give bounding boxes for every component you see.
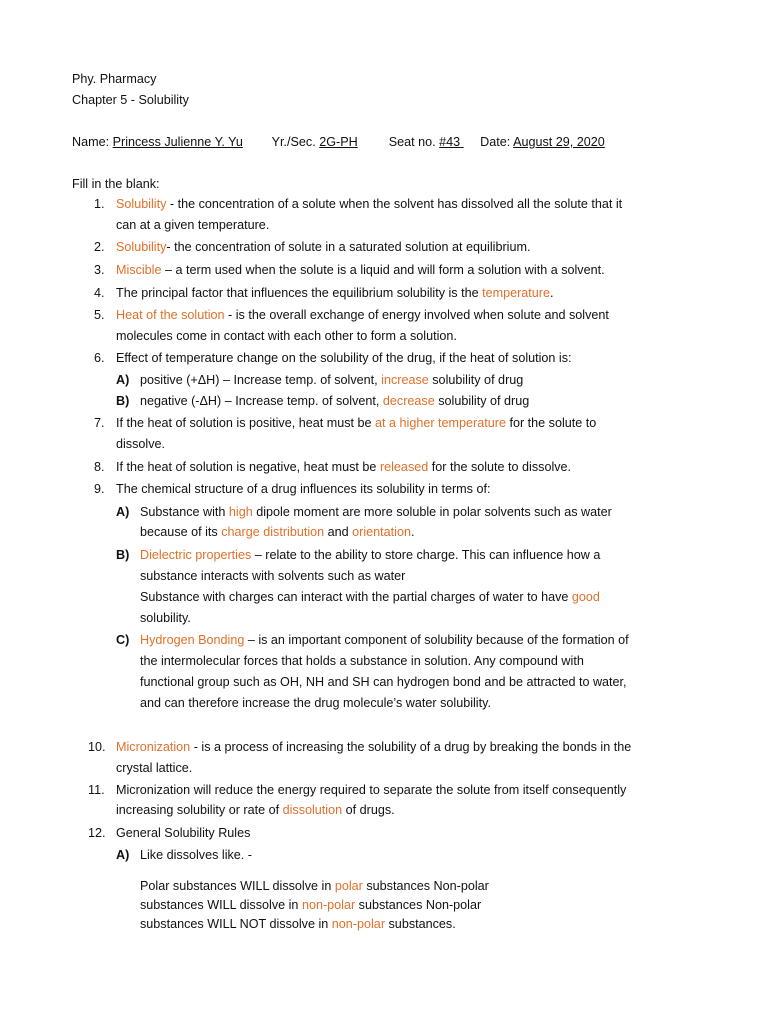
item-2-line [116,239,530,255]
item-9a-answer-orientation: orientation [352,525,411,539]
item-6b-letter: B) [116,394,130,408]
item-1-number: 1. [94,197,105,211]
item-11-number: 11. [88,783,105,797]
item-9c-line-4: and can therefore increase the drug molecule’s water solubility. [140,696,491,710]
rule-3-text: substances WILL NOT dissolve in [140,917,332,931]
rule-1-tail: substances Non-polar [362,879,489,893]
item-4-line [116,285,554,301]
item-6a-answer: increase [381,373,429,387]
item-4-answer: temperature [482,286,551,300]
item-11-l2-text: increasing solubility or rate of [116,803,283,817]
item-3-answer: Miscible [116,263,162,277]
item-7-line-1 [116,415,695,431]
item-5-line-2: molecules come in contact with each other to form a solution. [116,329,457,343]
item-4-period: . [550,286,554,300]
item-9c-line-2: the intermolecular forces that holds a substance in solution. Any compound with [140,654,584,668]
seat-value: #43 [439,135,461,149]
item-6b-answer: decrease [382,394,435,408]
item-8-text: If the heat of solution is negative, heat must be [116,460,380,474]
item-10-line-1 [116,739,695,755]
item-6a-letter: A) [116,373,130,387]
item-9-text: The chemical structure of a drug influences its solubility in terms of: [116,482,491,496]
item-4-text: The principal factor that influences the equilibrium solubility is the [116,286,483,300]
seat-label: Seat no. [388,135,436,149]
item-9b-answer-good: good [571,590,600,604]
item-12-number: 12. [88,826,106,840]
rule-line-1 [140,878,489,894]
item-8-tail: for the solute to dissolve. [428,460,572,474]
item-9b-line-3 [140,589,695,605]
item-9b-line-4: solubility. [140,611,191,625]
item-5-number: 5. [94,308,105,322]
item-11-l2-tail: of drugs. [342,803,395,817]
item-6a-text: positive (+ΔH) – Increase temp. of solvent, [140,373,382,387]
item-7-answer: at a higher temperature [375,416,506,430]
item-9a-l2-text: because of its [140,525,222,539]
item-10-number: 10. [88,740,106,754]
rule-1-text: Polar substances WILL dissolve in [140,879,335,893]
yrsec-value: 2G-PH [319,135,358,149]
name-label: Name: [72,135,110,149]
item-5-answer: Heat of the solution [116,308,225,322]
item-1-answer: Solubility [116,197,167,211]
rule-line-2 [140,897,481,913]
student-info-line [72,134,605,150]
item-1-text: - the concentration of a solute when the solvent has dissolved all the solute that it [166,197,623,211]
item-9c-answer: Hydrogen Bonding [140,633,245,647]
item-9b-letter: B) [116,548,130,562]
item-9b-l3-text: Substance with charges can interact with the partial charges of water to have [140,590,572,604]
item-6b-line [140,393,529,409]
item-9a-text: Substance with [140,505,229,519]
rule-2-tail: substances Non-polar [355,898,482,912]
item-9a-tail: dipole moment are more soluble in polar solvents such as water [252,505,612,519]
item-9c-letter: C) [116,633,130,647]
item-9a-letter: A) [116,505,130,519]
item-8-number: 8. [94,460,105,474]
item-11-line-2 [116,802,395,818]
item-12a-letter: A) [116,848,130,862]
item-1-line-2: can at a given temperature. [116,218,270,232]
item-9b-line-2: substance interacts with solvents such as water [140,569,406,583]
item-9a-l2-and: and [324,525,353,539]
item-6a-line [140,372,523,388]
item-9a-line-2 [140,524,414,540]
item-9a-answer-high: high [228,505,253,519]
item-6-number: 6. [94,351,105,365]
item-4-number: 4. [94,286,105,300]
item-9c-text: – is an important component of solubility because of the formation of [244,633,629,647]
item-11-line-1: Micronization will reduce the energy required to separate the solute from itself consequently [116,783,627,797]
item-8-answer: released [379,460,429,474]
rule-3-answer: non-polar [331,917,386,931]
item-7-number: 7. [94,416,105,430]
rule-1-answer: polar [334,879,363,893]
rule-line-3 [140,916,456,932]
item-12-text: General Solubility Rules [116,826,251,840]
item-3-number: 3. [94,263,105,277]
chapter-title: Chapter 5 - Solubility [72,93,189,107]
item-9-number: 9. [94,482,105,496]
item-6-text: Effect of temperature change on the solubility of the drug, if the heat of solution is: [116,351,572,365]
yrsec-label: Yr./Sec. [271,135,316,149]
item-1-line-1 [116,196,695,212]
rule-2-text: substances WILL dissolve in [140,898,302,912]
item-7-text: If the heat of solution is positive, heat must be [116,416,376,430]
item-7-line-2: dissolve. [116,437,165,451]
item-10-text: - is a process of increasing the solubility of a drug by breaking the bonds in the [190,740,632,754]
item-9a-answer-charge: charge distribution [221,525,325,539]
item-12a-text: Like dissolves like. - [140,848,252,862]
item-11-answer: dissolution [282,803,343,817]
name-value: Princess Julienne Y. Yu [112,135,243,149]
item-10-line-2: crystal lattice. [116,761,193,775]
item-2-answer: Solubility [116,240,167,254]
item-8-line [116,459,571,475]
rule-3-tail: substances. [385,917,456,931]
item-9a-l2-period: . [410,525,415,539]
item-9c-line-1 [140,632,695,648]
item-9b-text: – relate to the ability to store charge. This can influence how a [251,548,601,562]
item-9b-answer: Dielectric properties [140,548,252,562]
item-9a-line-1 [140,504,695,520]
item-3-line [116,262,605,278]
date-value: August 29, 2020 [513,135,605,149]
item-6a-tail: solubility of drug [428,373,524,387]
item-9b-line-1 [140,547,695,563]
item-3-text: – a term used when the solute is a liquid and will form a solution with a solvent. [161,263,605,277]
item-7-tail: for the solute to [505,416,597,430]
item-5-text: - is the overall exchange of energy involved when solute and solvent [224,308,609,322]
item-2-number: 2. [94,240,105,254]
instructions: Fill in the blank: [72,177,160,191]
item-9c-line-3: functional group such as OH, NH and SH can hydrogen bond and be attracted to water, [140,675,627,689]
item-6b-tail: solubility of drug [434,394,530,408]
rule-2-answer: non-polar [301,898,356,912]
item-5-line-1 [116,307,695,323]
item-2-text: - the concentration of solute in a saturated solution at equilibrium. [166,240,531,254]
date-label: Date: [480,135,511,149]
item-10-answer: Micronization [116,740,191,754]
item-6b-text: negative (-ΔH) – Increase temp. of solvent, [140,394,383,408]
course-title: Phy. Pharmacy [72,72,157,86]
